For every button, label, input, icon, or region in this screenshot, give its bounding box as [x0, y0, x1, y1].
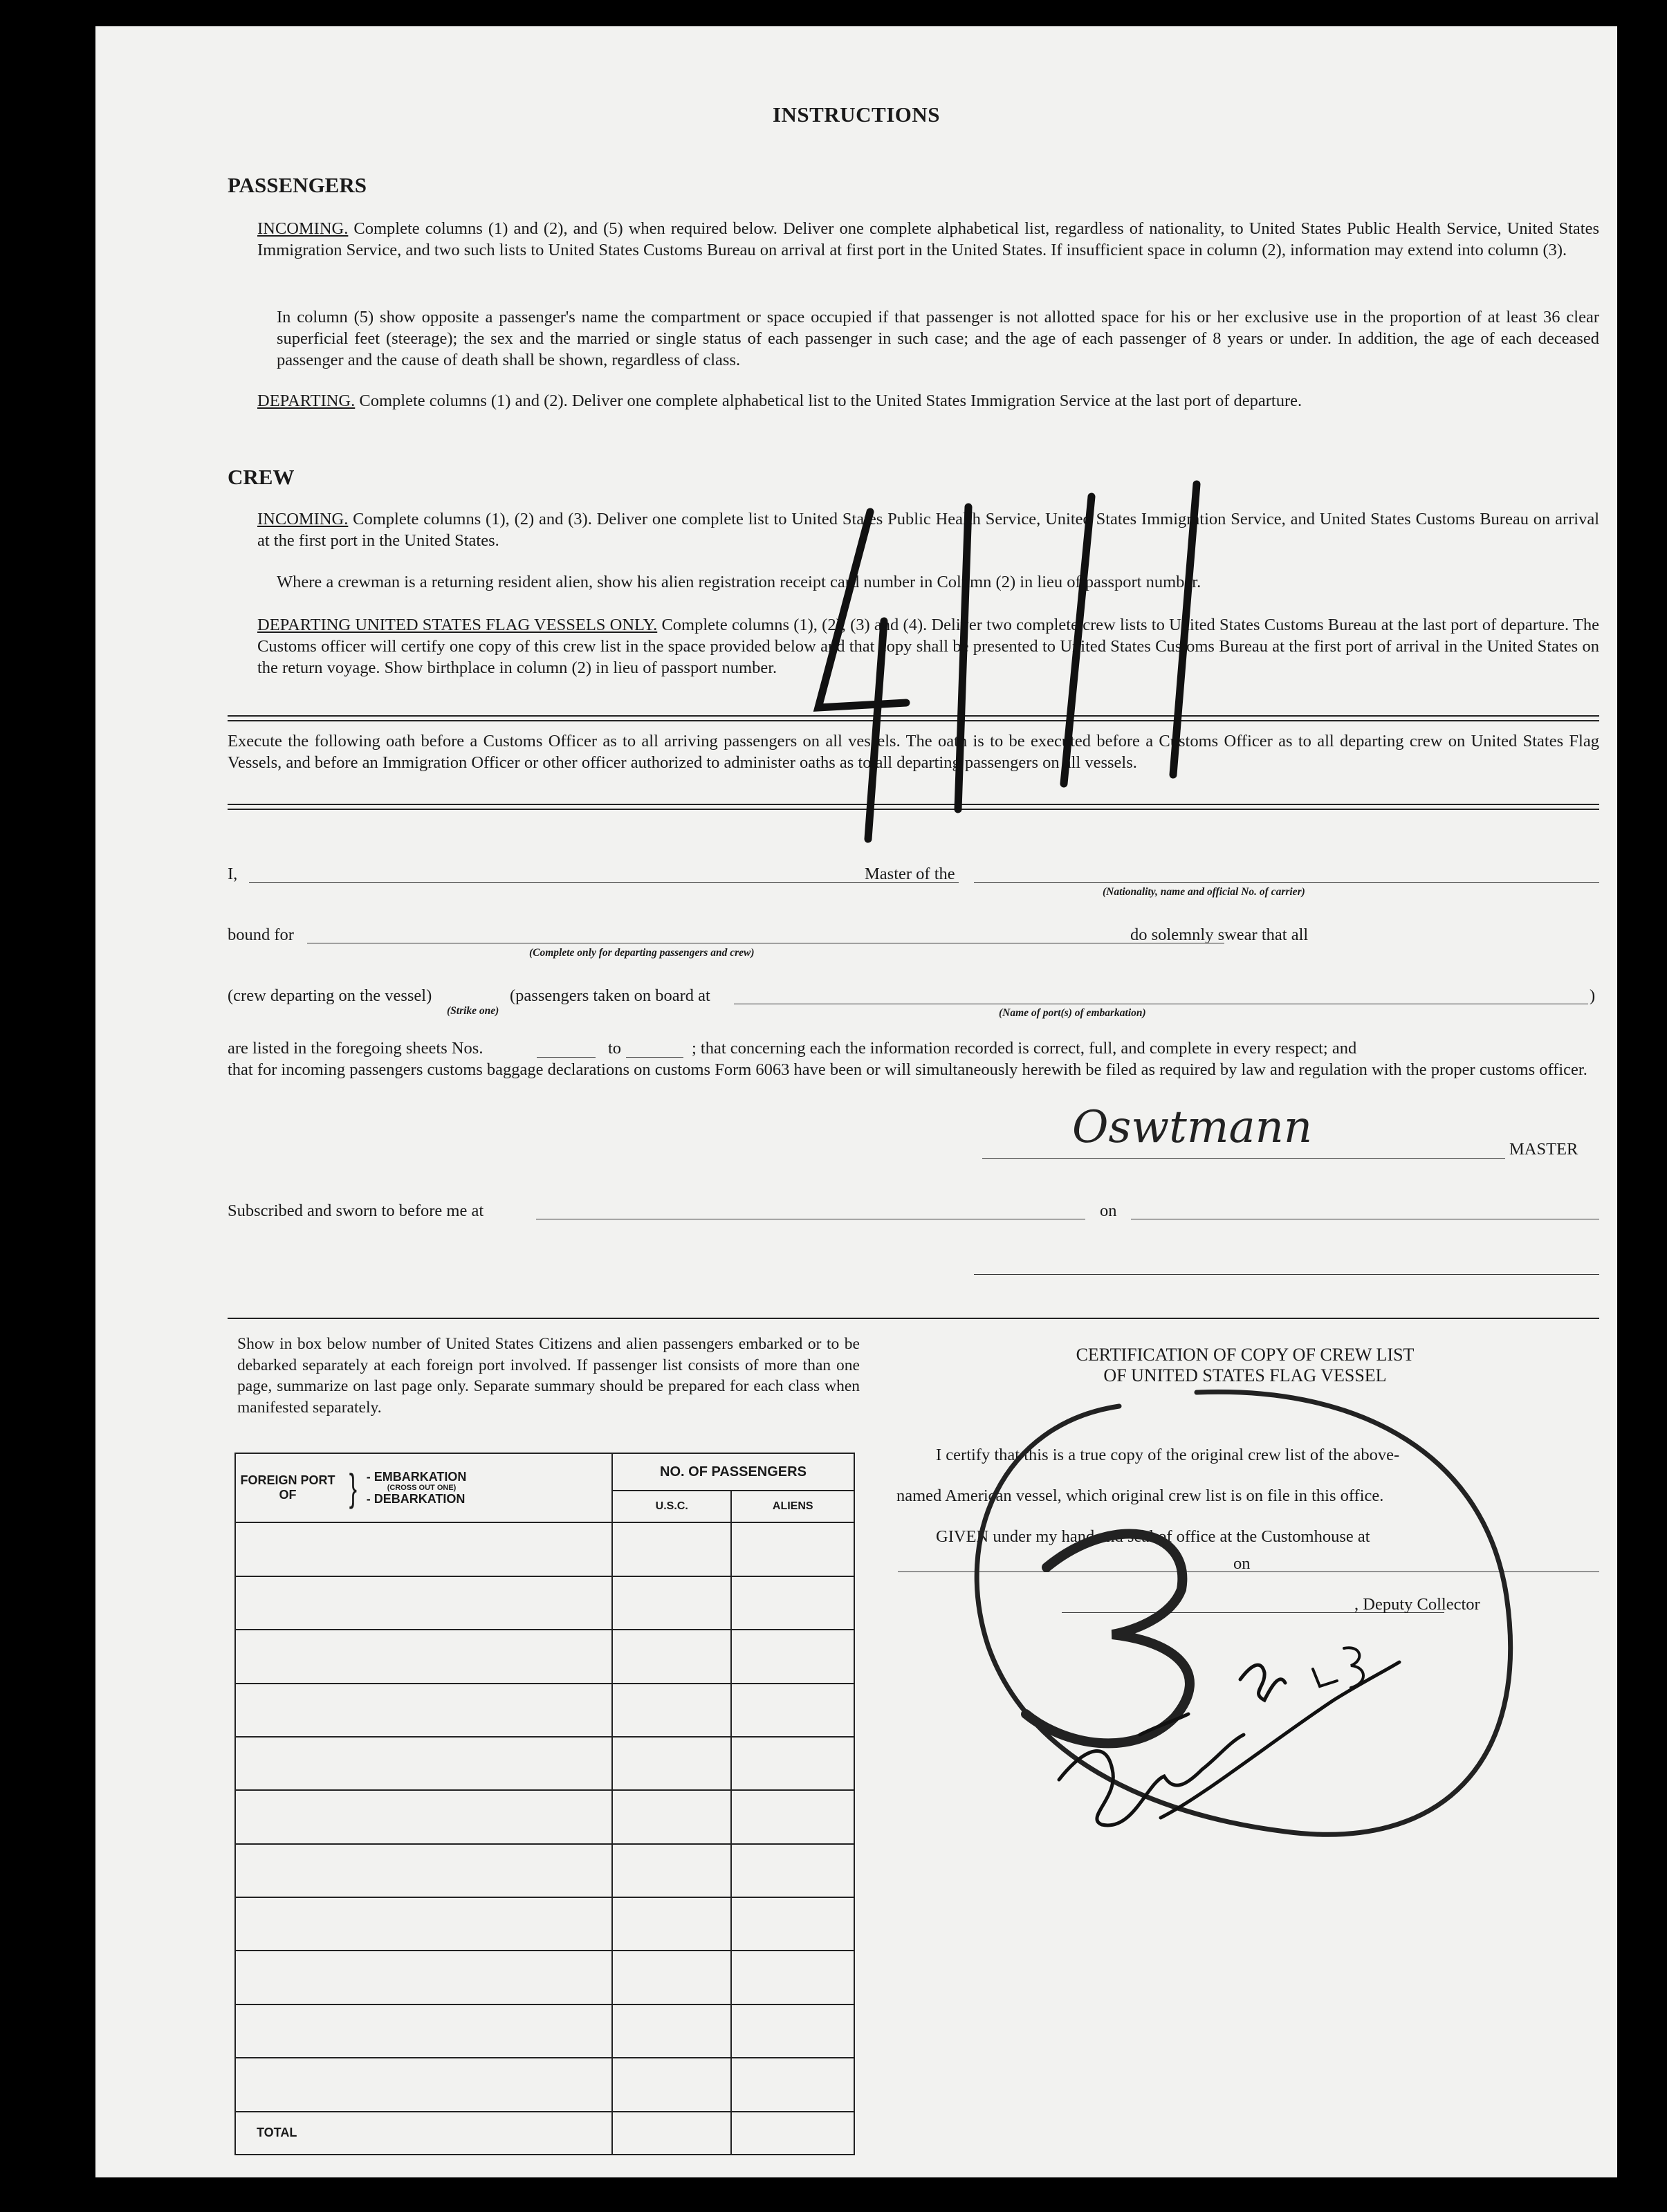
crew-departing — [257, 614, 1599, 679]
page-title: INSTRUCTIONS — [772, 102, 940, 127]
summary-instructions: Show in box below number of United States Citizens and alien passengers embarked or to be debarked separately at each foreign port involved. If passenger list consists of more than one page, summarize on last page only. Separate summary should be prepared for each class when manifested separately. — [237, 1335, 860, 1417]
aliens-cell[interactable] — [731, 1790, 854, 1843]
table-row — [235, 2058, 854, 2111]
aliens-cell[interactable] — [731, 1951, 854, 2004]
certification-title-2: OF UNITED STATES FLAG VESSEL — [1103, 1365, 1387, 1385]
divider — [228, 720, 1599, 721]
ports-caption: (Name of port(s) of embarkation) — [999, 1007, 1146, 1019]
aliens-cell[interactable] — [731, 1576, 854, 1630]
complete-only-caption: (Complete only for departing passengers and crew) — [529, 947, 755, 959]
table-row — [235, 1684, 854, 1737]
port-cell[interactable] — [235, 1737, 612, 1790]
usc-cell[interactable] — [612, 1737, 731, 1790]
certification-text-3: GIVEN under my hand and seal of office at the Customhouse at — [936, 1527, 1370, 1546]
listed-rest: that for incoming passengers customs baggage declarations on customs Form 6063 have been or will simultaneously herewith be filed as required by law and regulation with the proper customs officer. — [228, 1060, 1587, 1079]
passengers-departing — [257, 390, 1599, 412]
table-row — [235, 1790, 854, 1843]
listed-to-label: to — [608, 1039, 622, 1058]
master-signature: Oswtmann — [1072, 1102, 1313, 1153]
port-cell[interactable] — [235, 1951, 612, 2004]
embarkation-option[interactable]: - EMBARKATION — [366, 1470, 467, 1484]
port-cell[interactable] — [235, 1630, 612, 1683]
aliens-header: ALIENS — [731, 1491, 854, 1522]
no-passengers-header: NO. OF PASSENGERS — [612, 1453, 854, 1491]
certification-title-1: CERTIFICATION OF COPY OF CREW LIST — [1076, 1345, 1415, 1365]
debarkation-option[interactable]: - DEBARKATION — [366, 1492, 466, 1506]
master-signature-line[interactable] — [982, 1158, 1505, 1159]
deputy-collector-label: , Deputy Collector — [1354, 1595, 1480, 1614]
total-label: TOTAL — [235, 2112, 612, 2155]
officer-signature-field[interactable] — [974, 1274, 1599, 1275]
aliens-cell[interactable] — [731, 1737, 854, 1790]
usc-cell[interactable] — [612, 1576, 731, 1630]
usc-cell[interactable] — [612, 2058, 731, 2111]
divider — [228, 1318, 1599, 1319]
passenger-summary-table — [234, 1453, 855, 2155]
aliens-cell[interactable] — [731, 1684, 854, 1737]
usc-cell[interactable] — [612, 1630, 731, 1683]
certification-text-2: named American vessel, which original crew list is on file in this office. — [896, 1486, 1384, 1505]
table-row — [235, 1576, 854, 1630]
passengers-departing-text: Complete columns (1) and (2). Deliver one complete alphabetical list to the United States Immigration Service at the last port of departure. — [359, 391, 1302, 410]
sheet-to-field[interactable] — [626, 1057, 683, 1058]
passengers-incoming-label: INCOMING. — [257, 219, 349, 238]
crew-departing-text: Complete columns (1), (2), (3) and (4). Deliver two complete crew lists to United States Customs Bureau at the last port of departure. The Customs officer will certify one copy of this crew list in the space provided below and that copy shall be presented to United States Customs Bureau at the first port of arrival in the United States on the return voyage. Show birthplace in column (2) in lieu of passport number. — [257, 616, 1599, 677]
passengers-column5-text: In column (5) show opposite a passenger's name the compartment or space occupied if that passenger is not allotted space for his or her exclusive use in the proportion of at least 36 clear superficial feet (steerage); the sex and the married or single status of each passenger in such case; and the age of each passenger of 8 years or under. In addition, the age of each deceased passenger and the cause of death shall be shown, regardless of class. — [277, 308, 1599, 369]
usc-cell[interactable] — [612, 1897, 731, 1951]
usc-cell[interactable] — [612, 1844, 731, 1897]
crew-departing-option[interactable]: (crew departing on the vessel) — [228, 986, 432, 1005]
usc-cell[interactable] — [612, 2004, 731, 2058]
usc-cell[interactable] — [612, 1951, 731, 2004]
divider — [228, 804, 1599, 805]
table-row — [235, 1844, 854, 1897]
usc-cell[interactable] — [612, 1522, 731, 1576]
passengers-taken-option[interactable]: (passengers taken on board at — [510, 986, 710, 1005]
port-cell[interactable] — [235, 2004, 612, 2058]
divider — [228, 809, 1599, 810]
oath-intro: Execute the following oath before a Customs Officer as to all arriving passengers on all vessels. The oath is to be executed before a Customs Officer as to all departing crew on United States Flag Vessels, and before an Immigration Officer or other officer authorized to administer oaths as to all departing passengers on all vessels. — [228, 732, 1599, 772]
port-cell[interactable] — [235, 1522, 612, 1576]
total-usc-cell[interactable] — [612, 2112, 731, 2155]
aliens-cell[interactable] — [731, 2058, 854, 2111]
passengers-departing-label: DEPARTING. — [257, 391, 356, 410]
port-cell[interactable] — [235, 1897, 612, 1951]
document-page — [95, 26, 1617, 2177]
carrier-field[interactable] — [974, 882, 1599, 883]
aliens-cell[interactable] — [731, 1630, 854, 1683]
aliens-cell[interactable] — [731, 1897, 854, 1951]
passengers-incoming-text: Complete columns (1) and (2), and (5) when required below. Deliver one complete alphabetical list, regardless of nationality, to United States Public Health Service, United States Immigration Service, and two such lists to United States Customs Bureau on arrival at first port in the United States. If insufficient space in column (2), information may extend into column (3). — [257, 219, 1599, 259]
table-row — [235, 1522, 854, 1576]
handwritten-initials — [1313, 1648, 1363, 1688]
usc-cell[interactable] — [612, 1684, 731, 1737]
table-row — [235, 1737, 854, 1790]
do-solemnly-label: do solemnly swear that all — [1130, 925, 1309, 944]
aliens-cell[interactable] — [731, 1522, 854, 1576]
listed-label-b: ; that concerning each the information recorded is correct, full, and complete in every respect; and — [692, 1039, 1357, 1058]
divider — [228, 715, 1599, 717]
total-aliens-cell[interactable] — [731, 2112, 854, 2155]
table-row — [235, 1897, 854, 1951]
foreign-port-header — [235, 1453, 612, 1522]
port-cell[interactable] — [235, 1844, 612, 1897]
crew-heading: CREW — [228, 465, 295, 489]
table-row — [235, 1951, 854, 2004]
crew-resident-text: Where a crewman is a returning resident alien, show his alien registration receipt card number in Column (2) in lieu of passport number. — [277, 573, 1201, 591]
port-cell[interactable] — [235, 1576, 612, 1630]
foreign-port-label: FOREIGN PORT OF — [240, 1473, 335, 1502]
master-label: MASTER — [1509, 1140, 1578, 1159]
bound-for-label: bound for — [228, 925, 294, 944]
certification-on-label: on — [1233, 1554, 1251, 1573]
aliens-cell[interactable] — [731, 1844, 854, 1897]
usc-header: U.S.C. — [612, 1491, 731, 1522]
table-row — [235, 1630, 854, 1683]
certification-text-1: I certify that this is a true copy of the original crew list of the above- — [936, 1446, 1400, 1464]
cross-out-note: (CROSS OUT ONE) — [387, 1484, 457, 1493]
port-cell[interactable] — [235, 1790, 612, 1843]
master-name-field[interactable] — [249, 882, 959, 883]
passengers-heading: PASSENGERS — [228, 173, 367, 197]
port-cell[interactable] — [235, 1684, 612, 1737]
strike-one-caption: (Strike one) — [447, 1005, 499, 1017]
crew-incoming-text: Complete columns (1), (2) and (3). Deliver one complete list to United States Public Health Service, United States Immigration Service, and United States Customs Bureau on arrival at the first port in the United States. — [257, 510, 1599, 550]
sheet-from-field[interactable] — [537, 1057, 596, 1058]
oath-i-label: I, — [228, 865, 238, 883]
close-paren: ) — [1590, 986, 1596, 1005]
listed-label-a: are listed in the foregoing sheets Nos. — [228, 1039, 483, 1058]
aliens-cell[interactable] — [731, 2004, 854, 2058]
usc-cell[interactable] — [612, 1790, 731, 1843]
subscribed-on-label: on — [1100, 1201, 1117, 1220]
handwritten-signature-thomson — [1059, 1662, 1399, 1825]
crew-incoming — [257, 508, 1599, 551]
passengers-incoming — [257, 218, 1599, 261]
crew-incoming-label: INCOMING. — [257, 510, 349, 528]
nationality-caption: (Nationality, name and official No. of carrier) — [1103, 886, 1305, 898]
port-cell[interactable] — [235, 2058, 612, 2111]
brace-icon: } — [349, 1466, 357, 1510]
master-of-label: Master of the — [865, 865, 955, 883]
subscribed-label: Subscribed and sworn to before me at — [228, 1201, 484, 1220]
crew-departing-label: DEPARTING UNITED STATES FLAG VESSELS ONLY. — [257, 616, 658, 634]
table-row — [235, 2004, 854, 2058]
